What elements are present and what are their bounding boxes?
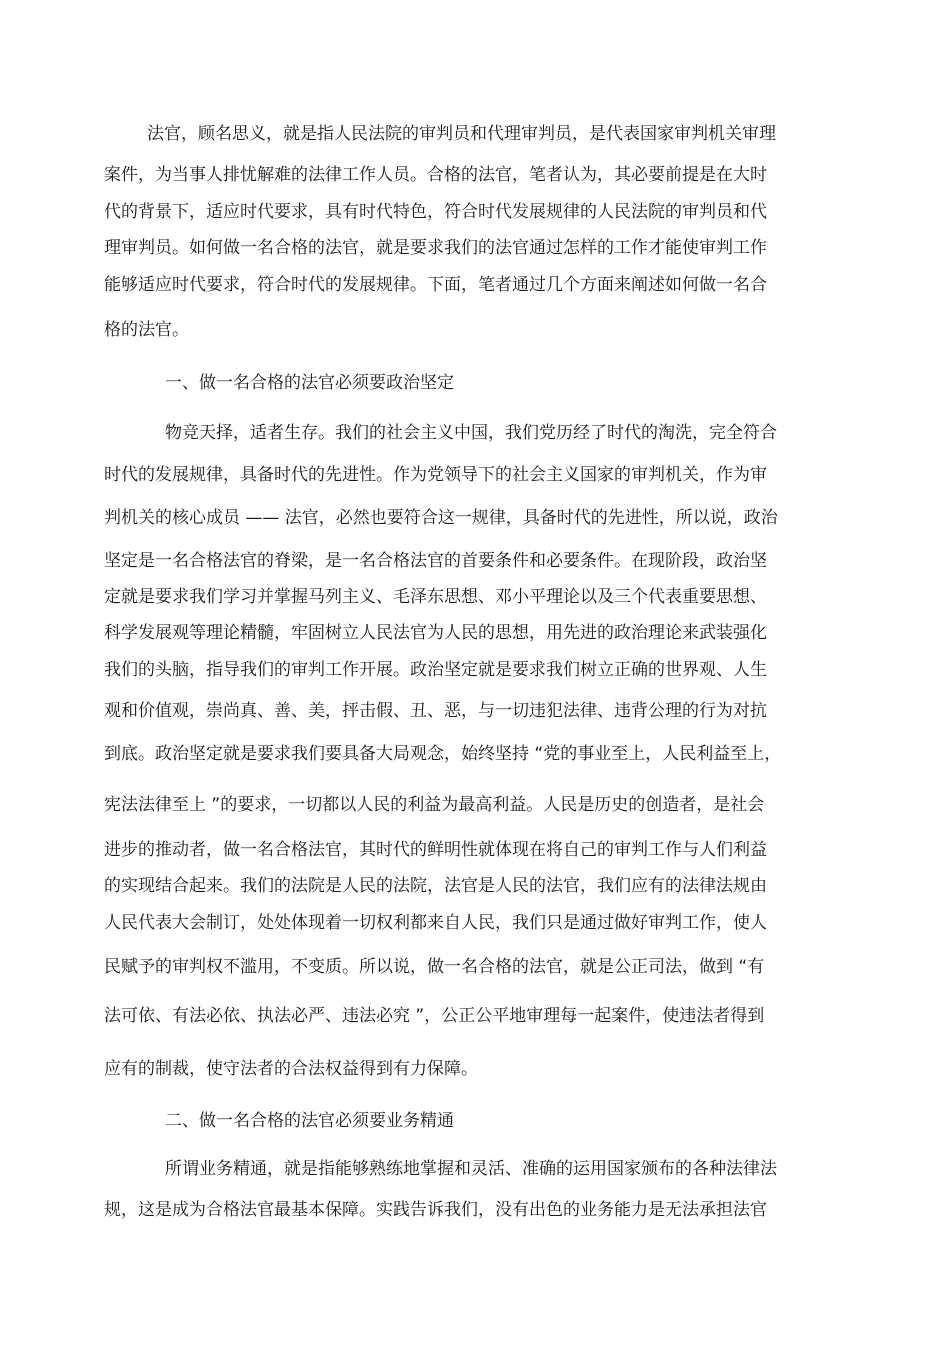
section-1-heading: 一、做一名合格的法官必须要政治坚定 <box>165 373 454 393</box>
section-1-line-11: 进步的推动者，做一名合格法官，其时代的鲜明性就体现在将自己的审判工作与人们利益 <box>104 840 767 860</box>
section-1-line-5: 定就是要求我们学习并掌握马列主义、毛泽东思想、邓小平理论以及三个代表重要思想、 <box>104 587 767 607</box>
section-1-line-6: 科学发展观等理论精髓，牢固树立人民法官为人民的思想，用先进的政治理论来武装强化 <box>104 623 767 643</box>
section-2-line-1: 所谓业务精通，就是指能够熟练地掌握和灵活、准确的运用国家颁布的各种法律法 <box>165 1159 777 1179</box>
section-2-heading: 二、做一名合格的法官必须要业务精通 <box>165 1111 454 1131</box>
intro-line-3: 代的背景下，适应时代要求，具有时代特色，符合时代发展规律的人民法院的审判员和代 <box>104 202 767 222</box>
section-1-line-15: 法可依、有法必依、执法必严、违法必究 ”，公正公平地审理每一起案件，使违法者得到 <box>104 1006 765 1026</box>
section-1-line-16: 应有的制裁，使守法者的合法权益得到有力保障。 <box>104 1059 478 1079</box>
section-1-line-9: 到底。政治坚定就是要求我们要具备大局观念，始终坚持 “党的事业至上，人民利益至上， <box>104 744 782 764</box>
section-1-line-3: 判机关的核心成员 —— 法官，必然也要符合这一规律，具备时代的先进性，所以说，政治 <box>104 508 778 528</box>
section-2-line-2: 规，这是成为合格法官最基本保障。实践告诉我们，没有出色的业务能力是无法承担法官 <box>104 1200 767 1220</box>
section-1-line-4: 坚定是一名合格法官的脊梁，是一名合格法官的首要条件和必要条件。在现阶段，政治坚 <box>104 551 767 571</box>
section-1-line-7: 我们的头脑，指导我们的审判工作开展。政治坚定就是要求我们树立正确的世界观、人生 <box>104 660 767 680</box>
intro-line-5: 能够适应时代要求，符合时代的发展规律。下面，笔者通过几个方面来阐述如何做一名合 <box>104 275 767 295</box>
intro-line-6: 格的法官。 <box>104 320 189 340</box>
section-1-line-12: 的实现结合起来。我们的法院是人民的法院，法官是人民的法官，我们应有的法律法规由 <box>104 876 767 896</box>
section-1-line-14: 民赋予的审判权不滥用，不变质。所以说，做一名合格的法官，就是公正司法，做到 “有 <box>104 957 765 977</box>
intro-line-2: 案件，为当事人排忧解难的法律工作人员。合格的法官，笔者认为，其必要前提是在大时 <box>104 165 767 185</box>
section-1-line-1: 物竞天择，适者生存。我们的社会主义中国，我们党历经了时代的淘洗，完全符合 <box>165 423 777 443</box>
section-1-line-10: 宪法法律至上 ”的要求，一切都以人民的利益为最高利益。人民是历史的创造者，是社会 <box>104 795 765 815</box>
intro-line-4: 理审判员。如何做一名合格的法官，就是要求我们的法官通过怎样的工作才能使审判工作 <box>104 238 767 258</box>
section-1-line-2: 时代的发展规律，具备时代的先进性。作为党领导下的社会主义国家的审判机关，作为审 <box>104 465 767 485</box>
intro-line-1: 法官，顾名思义，就是指人民法院的审判员和代理审判员，是代表国家审判机关审理 <box>147 124 776 144</box>
section-1-line-8: 观和价值观，崇尚真、善、美，抨击假、丑、恶，与一切违犯法律、违背公理的行为对抗 <box>104 701 767 721</box>
section-1-line-13: 人民代表大会制订，处处体现着一切权利都来自人民，我们只是通过做好审判工作，使人 <box>104 913 767 933</box>
